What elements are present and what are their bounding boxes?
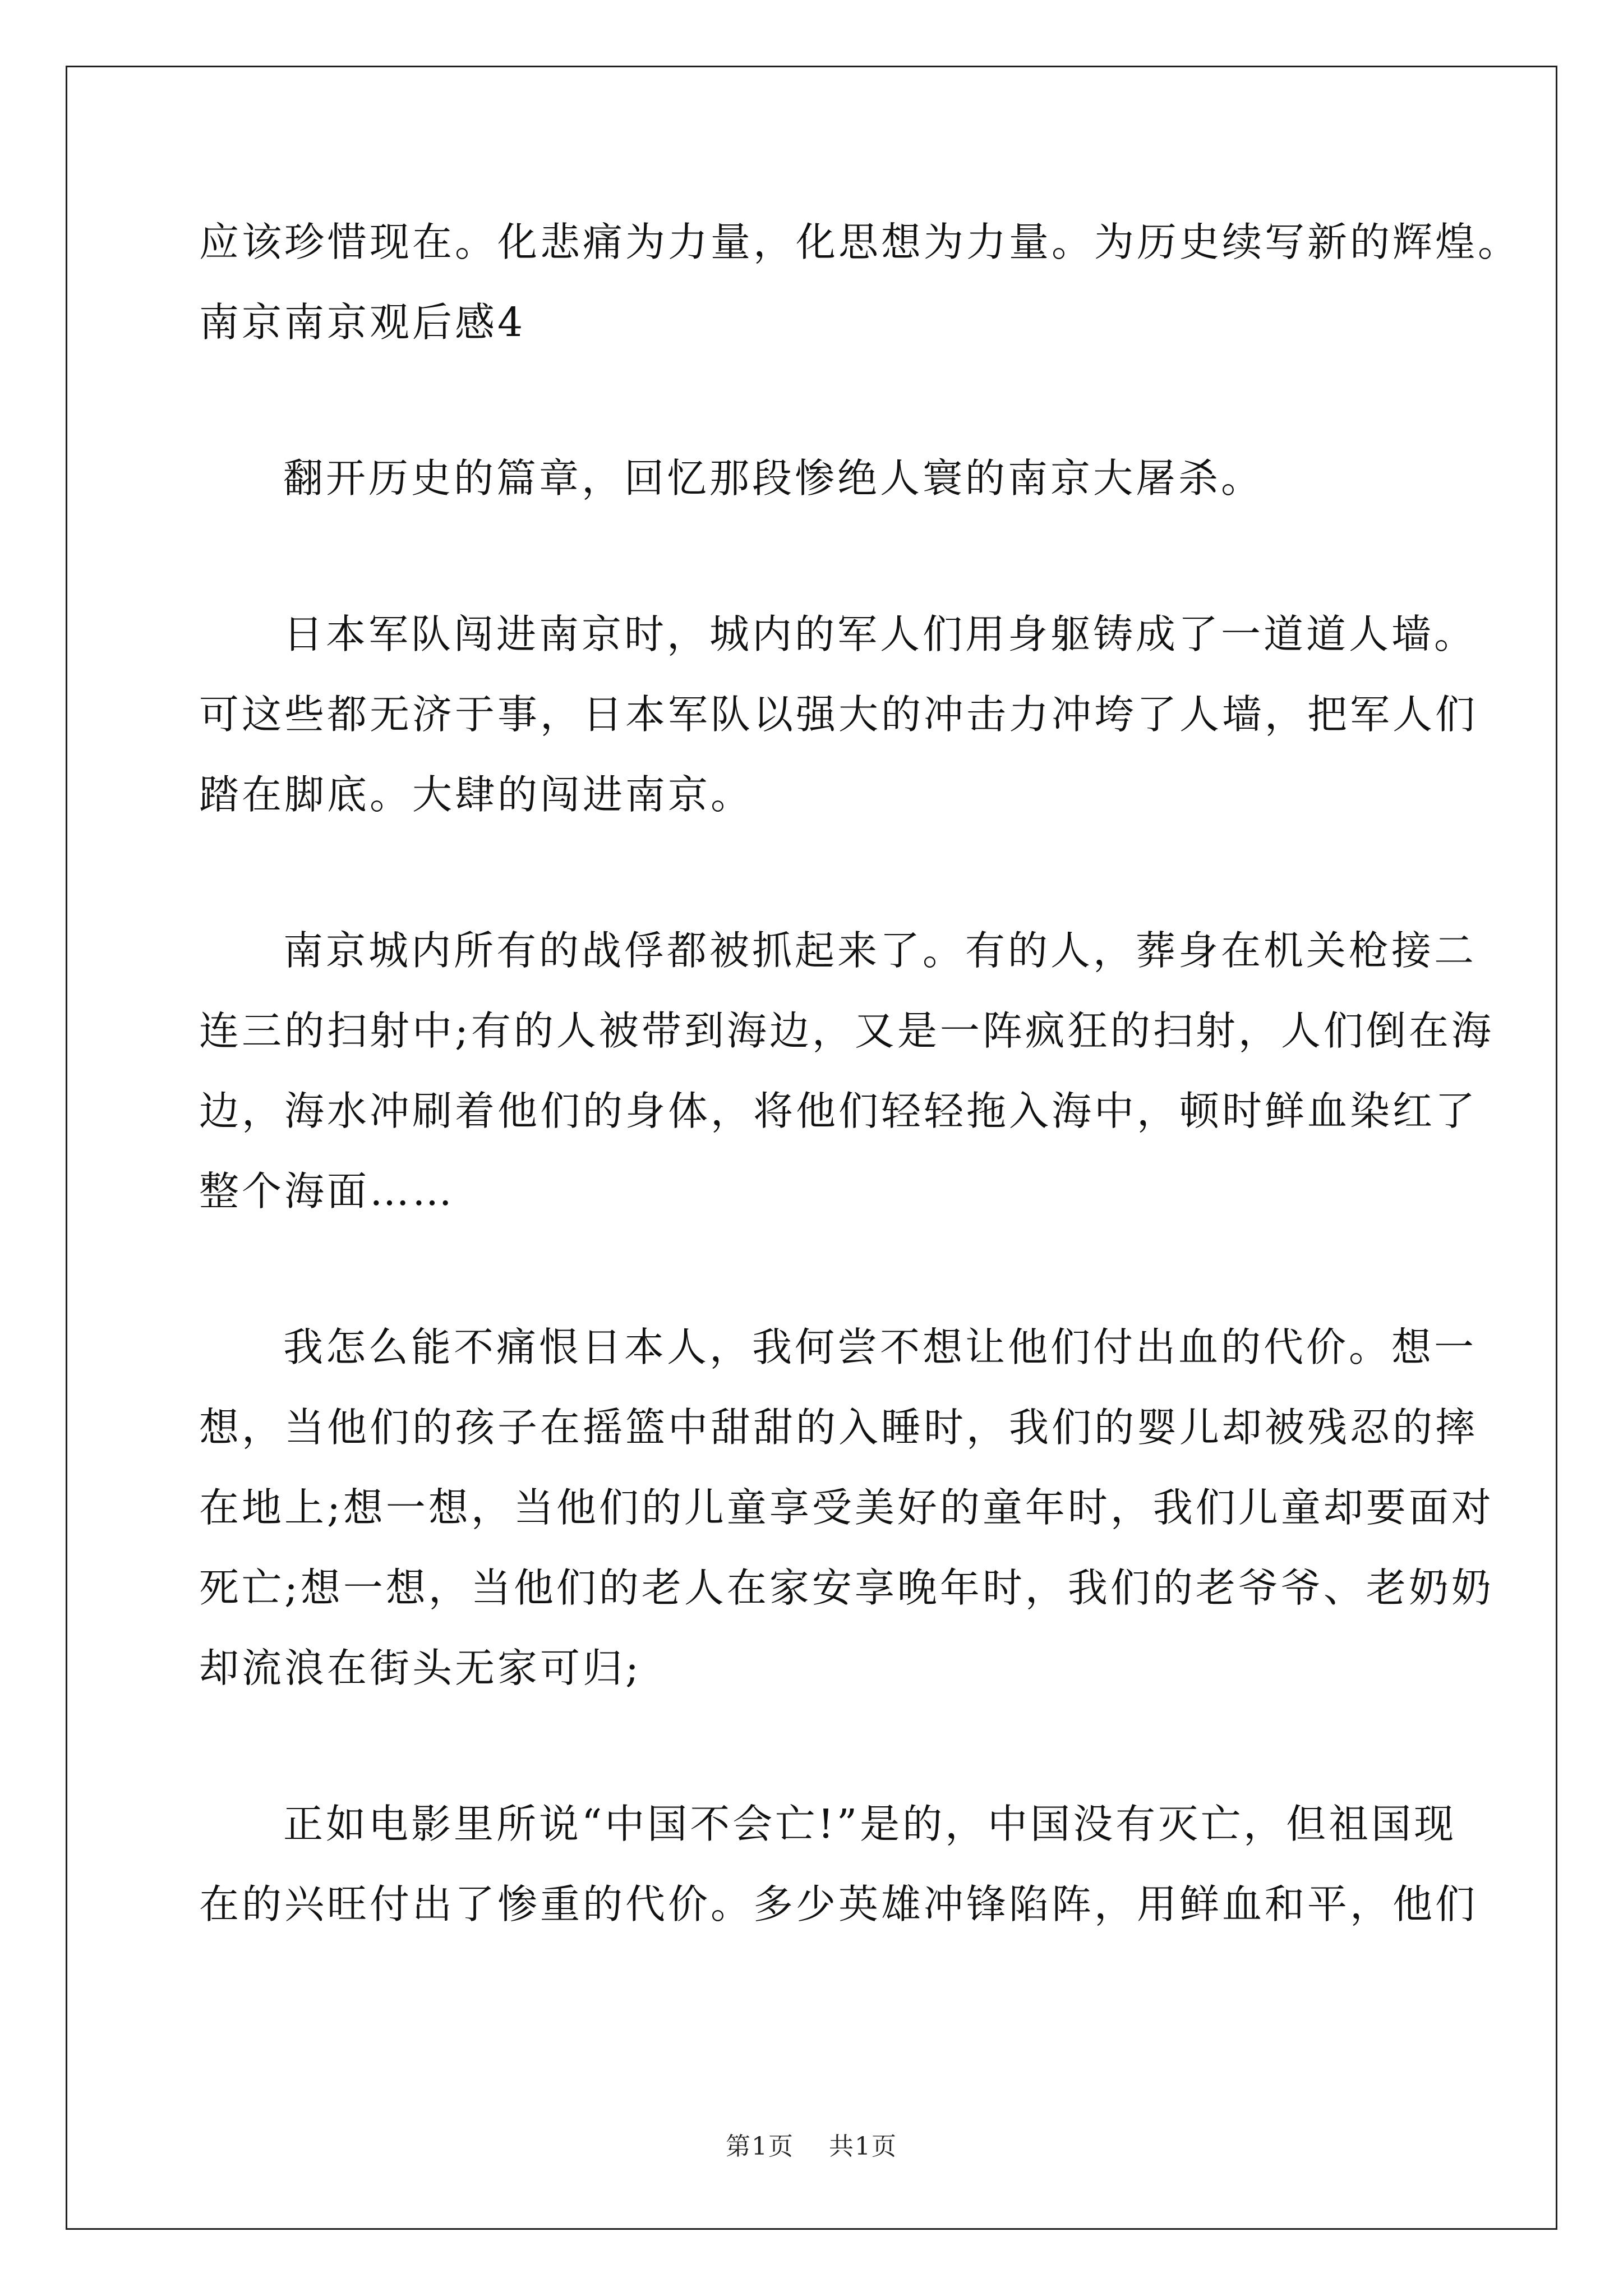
text-line: 南京城内所有的战俘都被抓起来了。有的人，葬身在机关枪接二 (283, 927, 1477, 974)
text-line: 南京南京观后感4 (199, 299, 526, 346)
page-number: 第1页 (726, 2132, 794, 2161)
text-line: 翻开历史的篇章，回忆那段惨绝人寰的南京大屠杀。 (283, 455, 1264, 501)
text-line: 想，当他们的孩子在摇篮中甜甜的入睡时，我们的婴儿却被残忍的摔 (199, 1404, 1478, 1451)
text-line: 在的兴旺付出了惨重的代价。多少英雄冲锋陷阵，用鲜血和平，他们 (199, 1881, 1478, 1927)
text-line: 死亡;想一想，当他们的老人在家安享晚年时，我们的老爷爷、老奶奶 (199, 1565, 1494, 1611)
page-footer (0, 2126, 1623, 2162)
text-line: 踏在脚底。大肆的闯进南京。 (199, 771, 754, 818)
text-line: 正如电影里所说“中国不会亡!”是的，中国没有灭亡，但祖国现 (283, 1801, 1457, 1847)
text-line: 整个海面…… (199, 1168, 455, 1214)
text-line: 却流浪在街头无家可归; (199, 1645, 642, 1691)
text-line: 我怎么能不痛恨日本人，我何尝不想让他们付出血的代价。想一 (283, 1324, 1477, 1370)
paragraph-gap (199, 1231, 1455, 1307)
paragraph-gap (199, 518, 1455, 594)
paragraph-gap (199, 1708, 1455, 1784)
text-line: 应该珍惜现在。化悲痛为力量，化思想为力量。为历史续写新的辉煌。 (199, 219, 1521, 265)
paragraph-gap (199, 835, 1455, 910)
text-line: 可这些都无济于事，日本军队以强大的冲击力冲垮了人墙，把军人们 (199, 691, 1478, 738)
text-line: 在地上;想一想，当他们的儿童享受美好的童年时，我们儿童却要面对 (199, 1484, 1494, 1531)
text-line: 边，海水冲刷着他们的身体，将他们轻轻拖入海中，顿时鲜血染红了 (199, 1088, 1478, 1134)
page-total: 共1页 (829, 2132, 897, 2161)
document-body (199, 202, 1521, 1944)
paragraph-gap (199, 362, 1455, 438)
text-line: 连三的扫射中;有的人被带到海边，又是一阵疯狂的扫射，人们倒在海 (199, 1007, 1494, 1054)
text-line: 日本军队闯进南京时，城内的军人们用身躯铸成了一道道人墙。 (283, 611, 1477, 657)
